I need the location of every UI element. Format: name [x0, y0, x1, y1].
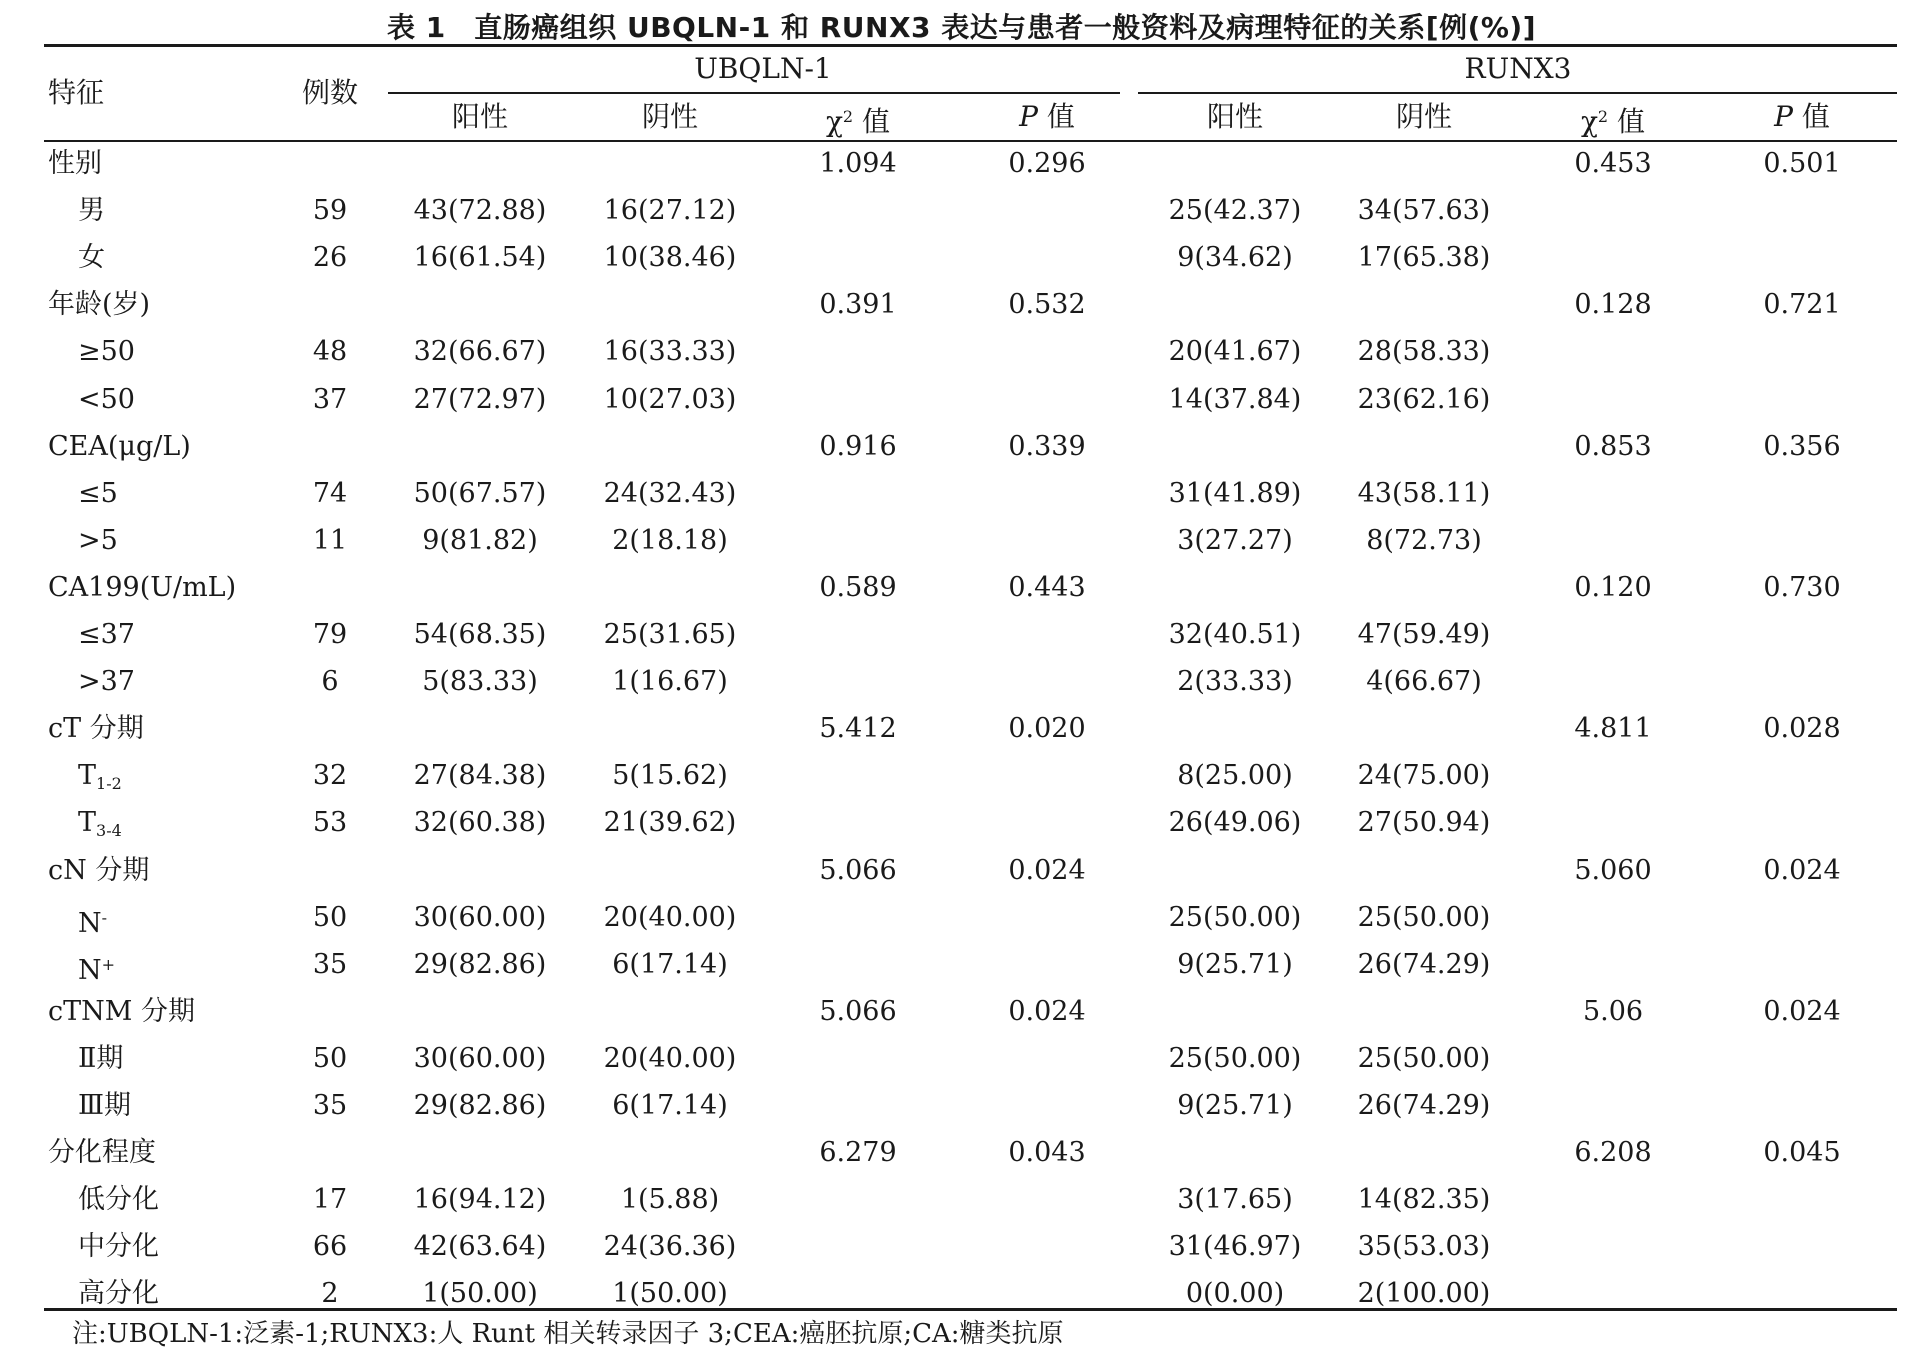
group-label	[48, 424, 191, 470]
cell-r-p: 0.045	[1763, 1137, 1841, 1168]
cell-r-neg: 4(66.67)	[1366, 666, 1482, 697]
cell-r-pos: 3(17.65)	[1177, 1184, 1293, 1215]
cell-r-pos: 0(0.00)	[1185, 1278, 1285, 1309]
cell-r-pos: 9(34.62)	[1177, 242, 1293, 273]
row-label-text: T	[78, 807, 97, 838]
cell-u-neg: 24(32.43)	[603, 478, 737, 509]
cell-u-pos: 9(81.82)	[422, 525, 538, 556]
cell-r-chi: 5.060	[1574, 855, 1652, 886]
header-ubqln-positive: 阳性	[451, 100, 508, 133]
cell-n: 26	[312, 242, 348, 273]
cell-r-p: 0.024	[1763, 996, 1841, 1027]
cell-u-chi: 1.094	[819, 148, 897, 179]
row-label-text: cTNM 分期	[48, 996, 195, 1027]
cell-u-pos: 32(60.38)	[413, 807, 547, 838]
cell-u-pos: 5(83.33)	[422, 666, 538, 697]
cell-r-pos: 32(40.51)	[1168, 619, 1302, 650]
cell-r-p: 0.501	[1763, 148, 1841, 179]
cell-n: 6	[321, 666, 339, 697]
cell-u-p: 0.024	[1008, 855, 1086, 886]
cell-u-neg: 2(18.18)	[612, 525, 728, 556]
row-label	[78, 659, 135, 705]
cell-n: 17	[312, 1184, 348, 1215]
row-label	[78, 895, 107, 941]
cell-r-p: 0.024	[1763, 855, 1841, 886]
row-label-text: >37	[78, 666, 135, 697]
cell-u-pos: 30(60.00)	[413, 902, 547, 933]
cell-r-pos: 8(25.00)	[1177, 760, 1293, 791]
cell-u-p: 0.339	[1008, 431, 1086, 462]
row-label-text: Ⅲ期	[78, 1090, 132, 1121]
cell-u-chi: 5.412	[819, 713, 897, 744]
cell-n: 59	[312, 195, 348, 226]
cell-n: 37	[312, 384, 348, 415]
header-runx3-positive: 阳性	[1206, 100, 1263, 133]
cell-u-chi: 0.589	[819, 572, 897, 603]
row-label	[78, 1177, 159, 1223]
row-label-text: Ⅱ期	[78, 1043, 124, 1074]
cell-r-chi: 5.06	[1582, 996, 1644, 1027]
row-label	[78, 377, 135, 423]
cell-u-chi: 5.066	[819, 996, 897, 1027]
group-label	[48, 989, 195, 1035]
cell-r-chi: 0.120	[1574, 572, 1652, 603]
cell-u-chi: 5.066	[819, 855, 897, 886]
row-label	[78, 800, 122, 846]
header-ubqln-chi: $\chi^2$ 值	[825, 105, 891, 138]
group-label	[48, 565, 236, 611]
group-label	[48, 141, 102, 187]
cell-r-pos: 25(50.00)	[1168, 1043, 1302, 1074]
cell-r-chi: 4.811	[1574, 713, 1652, 744]
group-label	[48, 1130, 156, 1176]
cell-u-neg: 5(15.62)	[612, 760, 728, 791]
cell-u-pos: 54(68.35)	[413, 619, 547, 650]
cell-u-neg: 6(17.14)	[612, 1090, 728, 1121]
cell-u-chi: 6.279	[819, 1137, 897, 1168]
cell-u-neg: 16(27.12)	[603, 195, 737, 226]
cell-r-pos: 25(42.37)	[1168, 195, 1302, 226]
cell-n: 74	[312, 478, 348, 509]
cell-u-neg: 1(5.88)	[620, 1184, 720, 1215]
row-label	[78, 471, 118, 517]
cell-r-neg: 47(59.49)	[1357, 619, 1491, 650]
cell-u-neg: 20(40.00)	[603, 902, 737, 933]
cell-u-neg: 1(16.67)	[612, 666, 728, 697]
cell-r-neg: 27(50.94)	[1357, 807, 1491, 838]
cell-r-neg: 28(58.33)	[1357, 336, 1491, 367]
row-label-text: ≤5	[78, 478, 118, 509]
row-label-text: ≤37	[78, 619, 135, 650]
cell-r-p: 0.356	[1763, 431, 1841, 462]
cell-r-p: 0.028	[1763, 713, 1841, 744]
cell-u-chi: 0.916	[819, 431, 897, 462]
cell-r-neg: 35(53.03)	[1357, 1231, 1491, 1262]
row-label-superscript: +	[101, 955, 116, 974]
cell-u-pos: 16(61.54)	[413, 242, 547, 273]
cell-u-pos: 27(84.38)	[413, 760, 547, 791]
cell-r-pos: 31(46.97)	[1168, 1231, 1302, 1262]
cell-u-pos: 32(66.67)	[413, 336, 547, 367]
cell-n: 48	[312, 336, 348, 367]
cell-u-chi: 0.391	[819, 289, 897, 320]
cell-r-neg: 43(58.11)	[1357, 478, 1491, 509]
header-ubqln: UBQLN-1	[694, 52, 832, 85]
cell-u-p: 0.443	[1008, 572, 1086, 603]
cell-u-p: 0.024	[1008, 996, 1086, 1027]
group-label	[48, 282, 150, 328]
header-ubqln-negative: 阴性	[641, 100, 698, 133]
cell-u-pos: 43(72.88)	[413, 195, 547, 226]
cell-r-pos: 20(41.67)	[1168, 336, 1302, 367]
cell-r-neg: 8(72.73)	[1366, 525, 1482, 556]
cell-u-pos: 42(63.64)	[413, 1231, 547, 1262]
header-count: 例数	[301, 76, 358, 109]
cell-u-pos: 27(72.97)	[413, 384, 547, 415]
cell-r-neg: 14(82.35)	[1357, 1184, 1491, 1215]
cell-r-pos: 26(49.06)	[1168, 807, 1302, 838]
cell-u-pos: 30(60.00)	[413, 1043, 547, 1074]
cell-r-p: 0.721	[1763, 289, 1841, 320]
cell-n: 50	[312, 1043, 348, 1074]
cell-r-pos: 3(27.27)	[1177, 525, 1293, 556]
cell-r-pos: 14(37.84)	[1168, 384, 1302, 415]
row-label-text: <50	[78, 384, 135, 415]
row-label-text: 低分化	[78, 1184, 159, 1215]
row-label	[78, 188, 105, 234]
row-label	[78, 1036, 123, 1082]
row-label-text: N	[78, 955, 102, 986]
row-label	[78, 1224, 159, 1270]
cell-u-neg: 20(40.00)	[603, 1043, 737, 1074]
row-label	[78, 518, 118, 564]
cell-u-p: 0.043	[1008, 1137, 1086, 1168]
cell-u-neg: 25(31.65)	[603, 619, 737, 650]
header-feature: 特征	[48, 76, 105, 109]
cell-r-chi: 0.128	[1574, 289, 1652, 320]
cell-r-pos: 31(41.89)	[1168, 478, 1302, 509]
cell-r-neg: 23(62.16)	[1357, 384, 1491, 415]
group-label	[48, 848, 149, 894]
cell-r-neg: 17(65.38)	[1357, 242, 1491, 273]
cell-r-pos: 9(25.71)	[1177, 1090, 1293, 1121]
cell-r-neg: 25(50.00)	[1357, 902, 1491, 933]
row-label-subscript: 1-2	[96, 774, 122, 793]
cell-n: 53	[312, 807, 348, 838]
row-label	[78, 235, 105, 281]
header-runx3: RUNX3	[1464, 52, 1572, 85]
row-label-text: 性别	[48, 148, 102, 179]
cell-u-pos: 29(82.86)	[413, 1090, 547, 1121]
row-label-text: 高分化	[78, 1278, 159, 1309]
cell-r-neg: 2(100.00)	[1357, 1278, 1491, 1309]
row-label-subscript: 3-4	[96, 821, 122, 840]
row-label-text: cN 分期	[48, 855, 150, 886]
row-label-text: 分化程度	[48, 1137, 156, 1168]
cell-u-neg: 21(39.62)	[603, 807, 737, 838]
cell-r-pos: 9(25.71)	[1177, 949, 1293, 980]
cell-u-neg: 10(27.03)	[603, 384, 737, 415]
cell-r-neg: 26(74.29)	[1357, 949, 1491, 980]
cell-n: 35	[312, 949, 348, 980]
cell-n: 35	[312, 1090, 348, 1121]
cell-n: 11	[312, 525, 348, 556]
cell-n: 50	[312, 902, 348, 933]
row-label-text: 年龄(岁)	[48, 289, 151, 320]
row-label	[78, 612, 135, 658]
table-note: 注:UBQLN-1:泛素-1;RUNX3:人 Runt 相关转录因子 3;CEA:癌胚抗原;CA:糖类抗原	[72, 1319, 1064, 1349]
cell-r-neg: 25(50.00)	[1357, 1043, 1491, 1074]
cell-u-neg: 6(17.14)	[612, 949, 728, 980]
cell-n: 32	[312, 760, 348, 791]
row-label-text: CA199(U/mL)	[48, 572, 237, 603]
header-runx3-chi: $\chi^2$ 值	[1580, 105, 1646, 138]
cell-u-neg: 1(50.00)	[612, 1278, 728, 1309]
header-runx3-p: P 值	[1774, 100, 1830, 133]
cell-r-pos: 2(33.33)	[1177, 666, 1293, 697]
cell-r-chi: 0.453	[1574, 148, 1652, 179]
cell-u-p: 0.296	[1008, 148, 1086, 179]
row-label	[78, 942, 115, 988]
cell-u-neg: 10(38.46)	[603, 242, 737, 273]
row-label-text: 女	[78, 242, 105, 273]
row-label	[78, 1083, 131, 1129]
row-label	[78, 753, 122, 799]
cell-r-neg: 34(57.63)	[1357, 195, 1491, 226]
row-label-text: 男	[78, 195, 105, 226]
row-label-superscript: -	[101, 908, 108, 927]
cell-u-pos: 50(67.57)	[413, 478, 547, 509]
cell-r-neg: 26(74.29)	[1357, 1090, 1491, 1121]
row-label-text: >5	[78, 525, 118, 556]
cell-r-neg: 24(75.00)	[1357, 760, 1491, 791]
header-ubqln-p: P 值	[1019, 100, 1075, 133]
row-label-text: T	[78, 760, 97, 791]
cell-n: 2	[321, 1278, 339, 1309]
cell-u-pos: 1(50.00)	[422, 1278, 538, 1309]
cell-u-pos: 29(82.86)	[413, 949, 547, 980]
cell-u-neg: 16(33.33)	[603, 336, 737, 367]
row-label-text: 中分化	[78, 1231, 159, 1262]
cell-r-chi: 0.853	[1574, 431, 1652, 462]
cell-n: 66	[312, 1231, 348, 1262]
cell-u-neg: 24(36.36)	[603, 1231, 737, 1262]
cell-n: 79	[312, 619, 348, 650]
cell-u-p: 0.532	[1008, 289, 1086, 320]
row-label-text: N	[78, 908, 102, 939]
cell-u-p: 0.020	[1008, 713, 1086, 744]
row-label-text: cT 分期	[48, 713, 144, 744]
header-runx3-negative: 阴性	[1395, 100, 1452, 133]
cell-r-p: 0.730	[1763, 572, 1841, 603]
row-label-text: ≥50	[78, 336, 135, 367]
group-label	[48, 706, 144, 752]
table-title: 表 1 直肠癌组织 UBQLN-1 和 RUNX3 表达与患者一般资料及病理特征的关系[例(%)]	[386, 11, 1537, 44]
row-label-text: CEA(μg/L)	[48, 431, 191, 462]
cell-u-pos: 16(94.12)	[413, 1184, 547, 1215]
cell-r-chi: 6.208	[1574, 1137, 1652, 1168]
cell-r-pos: 25(50.00)	[1168, 902, 1302, 933]
row-label	[78, 1271, 159, 1317]
row-label	[78, 329, 135, 375]
